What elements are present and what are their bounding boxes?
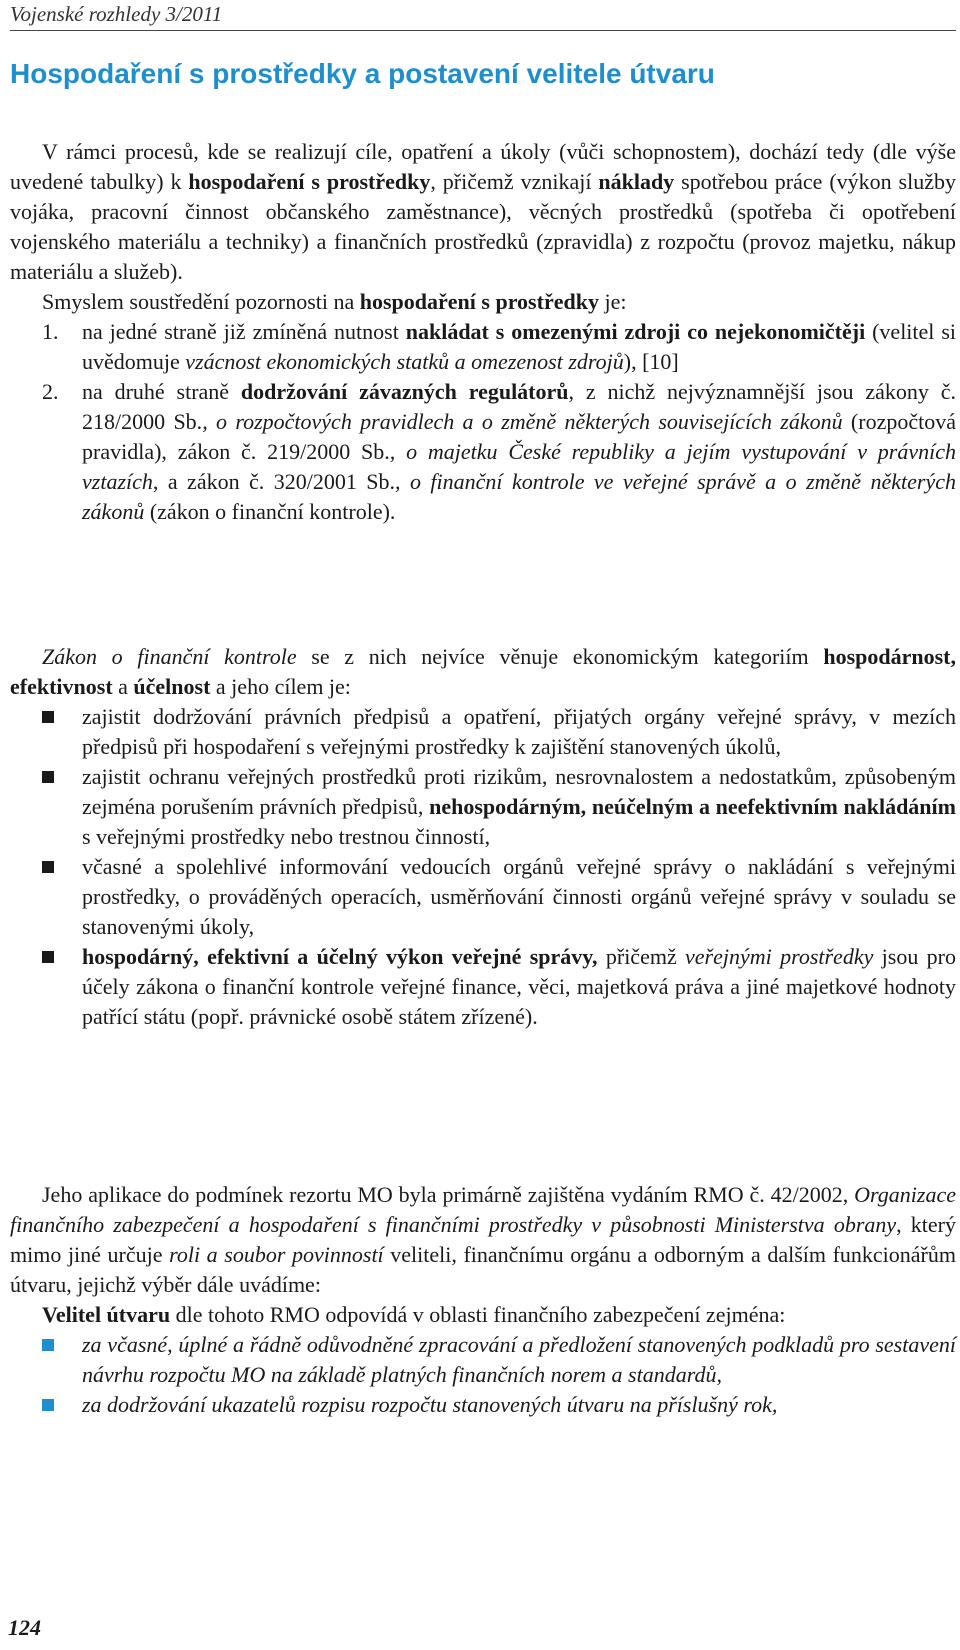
text-run: hospodárnost, efektivnost	[10, 644, 956, 699]
bullet-item	[10, 702, 956, 762]
text-run: (rozpočtová pravidla), zákon č. 219/2000 Sb.	[82, 409, 956, 464]
item-text	[82, 319, 956, 374]
text-run: Smyslem soustředění pozornosti na	[42, 289, 360, 314]
text-run: veliteli, finančnímu orgánu a odborným a dalším funkcionářům útvaru, jejichž výběr dále uvádíme:	[10, 1242, 956, 1297]
paragraph-rmo	[10, 1180, 956, 1300]
text-run: jsou pro účely zákona o finanční kontrole veřejné finance, věci, majetková práva a jiné majetkové hodnoty patřící státu (popř. právnické osobě státem zřízené).	[82, 944, 956, 1029]
text-run: , z nichž nejvýznamnější jsou zákony č. 218/2000 Sb.	[82, 379, 956, 434]
square-bullet-icon	[42, 1339, 54, 1351]
bullet-text	[82, 1332, 956, 1387]
commander-section	[10, 1180, 956, 1420]
square-bullet-icon	[42, 1399, 54, 1411]
square-bullet-icon	[42, 951, 54, 963]
bullet-text	[82, 944, 956, 1029]
page-number: 124	[8, 1615, 41, 1640]
text-run: hospodaření s prostředky	[188, 169, 431, 194]
square-bullet-icon	[42, 771, 54, 783]
bullet-text	[82, 704, 956, 759]
text-run: na jedné straně již zmíněná nutnost	[82, 319, 406, 344]
text-run: , a zákon č. 320/2001 Sb.	[152, 469, 396, 494]
text-run: (velitel si uvědomuje	[82, 319, 956, 374]
text-run: roli a soubor povinností	[169, 1242, 384, 1267]
bullet-item	[10, 1330, 956, 1390]
text-run: V rámci procesů, kde se realizují cíle, opatření a úkoly (vůči schopnostem), dochází tedy (dle výše uvedené tabulky) k	[10, 139, 956, 194]
text-run: včasné a spolehlivé informování vedoucích orgánů veřejné správy o nakládání s veřejnými prostředky, o prováděných operacích, usměrňování činnosti orgánů veřejné správy v souladu se stanovenými úkoly,	[82, 854, 956, 939]
paragraph-control-law	[10, 642, 956, 702]
text-run: veřejnými prostředky	[685, 944, 874, 969]
text-run: je:	[598, 289, 627, 314]
text-run: Jeho aplikace do podmínek rezortu MO byla primárně zajištěna vydáním RMO č. 42/2002,	[42, 1182, 855, 1207]
running-header	[10, 2, 956, 31]
text-run: přičemž	[597, 944, 686, 969]
bullet-item	[10, 1390, 956, 1420]
text-run: , přičemž vznikají	[430, 169, 599, 194]
bullet-text	[82, 764, 956, 849]
journal-title: Vojenské rozhledy 3/2011	[10, 2, 223, 26]
text-run: účelnost	[133, 674, 211, 699]
text-run: spotřebou práce (výkon služby vojáka, pracovní činnost občanského zaměstnance), věcných prostředků (spotřeba či opotřebení vojenského materiálu a techniky) a finančních prostředků (zpravidla) z rozpočtu (provoz majetku, nákup materiálu a služeb).	[10, 169, 956, 284]
text-run: , který mimo jiné určuje	[10, 1212, 956, 1267]
intro-section	[10, 137, 956, 527]
bullet-item	[10, 942, 956, 1032]
text-run: nakládat s omezenými zdroji co nejekonomičtěji	[405, 319, 866, 344]
item-number: 1.	[42, 319, 59, 344]
paragraph-purpose	[10, 287, 956, 317]
text-run: nehospodárným, neúčelným a neefektivním nakládáním	[429, 794, 956, 819]
text-run: s veřejnými prostředky nebo trestnou činností,	[82, 824, 491, 849]
text-run: hospodárný, efektivní a účelný výkon veřejné správy,	[82, 944, 598, 969]
text-run: dodržování závazných regulátorů	[240, 379, 569, 404]
square-bullet-icon	[42, 711, 54, 723]
paragraph-commander	[10, 1300, 956, 1330]
text-run: zajistit dodržování právních předpisů a opatření, přijatých orgány veřejné správy, v mezích předpisů při hospodaření s veřejnými prostředky k zajištění stanovených úkolů,	[82, 704, 956, 759]
text-run: Organizace finančního zabezpečení a hospodaření s finančními prostředky v působnosti Ministerstva obrany	[10, 1182, 956, 1237]
text-run: (zákon o finanční kontrole).	[144, 499, 396, 524]
text-run: za dodržování ukazatelů rozpisu rozpočtu stanovených útvaru na příslušný rok,	[82, 1392, 778, 1417]
item-number: 2.	[42, 379, 59, 404]
text-run: , o majetku České republiky a jejím vystupování v právních vztazích	[82, 439, 956, 494]
bullet-text	[82, 854, 956, 939]
text-run: , o rozpočtových pravidlech a o změně některých souvisejících zákonů	[202, 409, 843, 434]
text-run: Zákon o finanční kontrole	[42, 644, 297, 669]
text-run: , o finanční kontrole ve veřejné správě a o změně některých zákonů	[82, 469, 956, 524]
section-heading: Hospodaření s prostředky a postavení velitele útvaru	[10, 58, 715, 89]
text-run: náklady	[598, 169, 675, 194]
text-run: ), [10]	[623, 349, 679, 374]
numbered-item	[10, 317, 956, 377]
control-law-section	[10, 642, 956, 1032]
paragraph-intro	[10, 137, 956, 287]
text-run: za včasné, úplné a řádně odůvodněné zpracování a předložení stanovených podkladů pro sestavení návrhu rozpočtu MO na základě platných finančních norem a standardů,	[82, 1332, 956, 1387]
text-run: vzácnost ekonomických statků a omezenost zdrojů	[185, 349, 624, 374]
text-run: zajistit ochranu veřejných prostředků proti rizikům, nesrovnalostem a nedostatkům, způsobeným zejména porušením právních předpisů,	[82, 764, 956, 819]
item-text	[82, 379, 956, 524]
numbered-item	[10, 377, 956, 527]
text-run: na druhé straně	[82, 379, 241, 404]
text-run: se z nich nejvíce věnuje ekonomickým kategoriím	[296, 644, 824, 669]
text-run: dle tohoto RMO odpovídá v oblasti finančního zabezpečení zejména:	[170, 1302, 786, 1327]
text-run: hospodaření s prostředky	[359, 289, 599, 314]
bullet-text	[82, 1392, 777, 1417]
bullet-item	[10, 852, 956, 942]
text-run: a jeho cílem je:	[210, 674, 351, 699]
bullet-item	[10, 762, 956, 852]
text-run: Velitel útvaru	[42, 1302, 171, 1327]
text-run: a	[112, 674, 134, 699]
square-bullet-icon	[42, 861, 54, 873]
